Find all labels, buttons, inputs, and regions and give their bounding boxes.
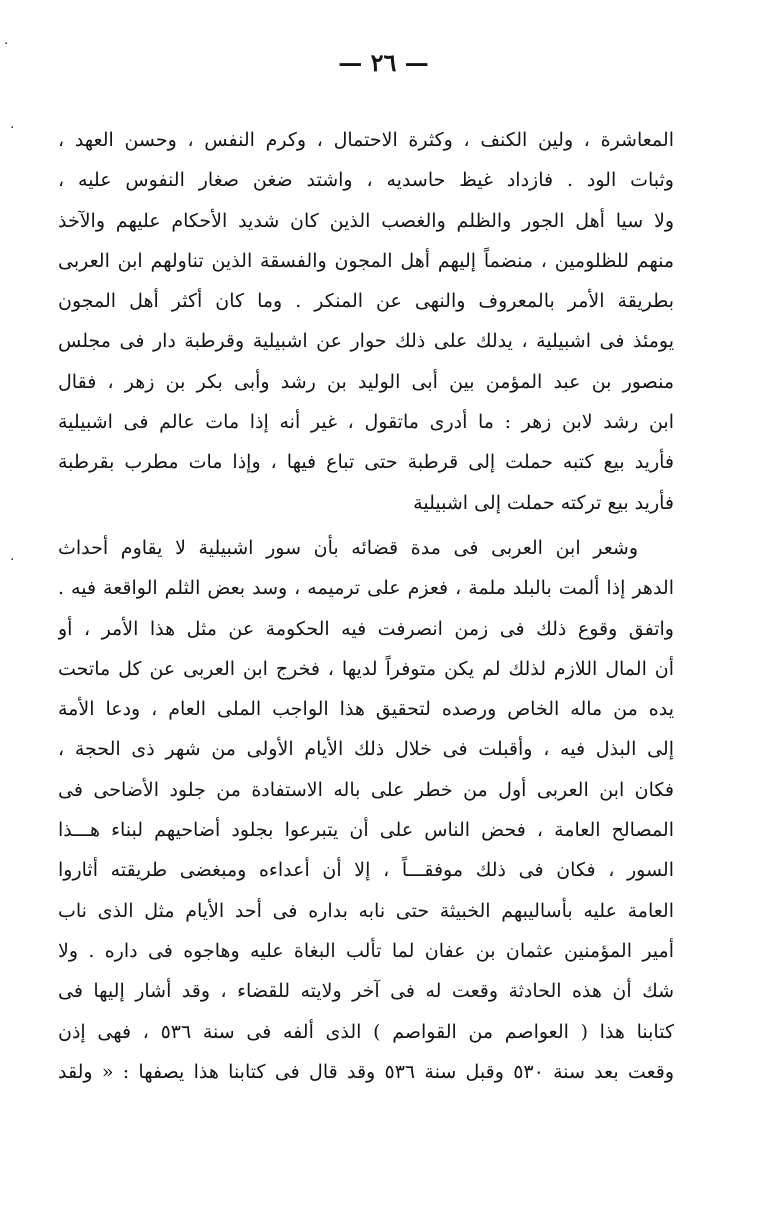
text-line: السور ، فكان فى ذلك موفقـــاً ، إلا أن أعداءه ومبغضى طريقته أثاروا <box>58 859 674 882</box>
text-line: وقعت بعد سنة ٥٣٠ وقبل سنة ٥٣٦ وقد قال فى كتابنا هذا يصفها : « ولقد <box>58 1060 674 1083</box>
text-line: إلى البذل فيه ، وأقبلت فى خلال ذلك الأيام الأولى من شهر ذى الحجة ، <box>58 738 674 761</box>
text-line: وثبات الود . فازداد غيظ حاسديه ، واشتد ضغن صغار النفوس عليه ، <box>58 169 674 192</box>
text-line: أن المال اللازم لذلك لم يكن متوفراً لديها ، فخرج ابن العربى عن كل ماتحت <box>58 657 674 680</box>
scan-edge-mark: · <box>10 120 15 136</box>
text-line: فأريد بيع كتبه حملت إلى قرطبة حتى تباع فيها ، وإذا مات مطرب بقرطبة <box>58 451 674 474</box>
text-line: المعاشرة ، ولين الكنف ، وكثرة الاحتمال ، وكرم النفس ، وحسن العهد ، <box>58 129 674 151</box>
page-number: — ٢٦ — <box>338 48 429 77</box>
text-line: ولا سيا أهل الجور والظلم والغصب الذين كان شديد الأحكام عليهم والآخذ <box>58 209 674 232</box>
text-line: يده من ماله الخاص ورصده لتحقيق هذا الواجب الملى العام ، ودعا الأمة <box>58 698 674 721</box>
text-line: وشعر ابن العربى فى مدة قضائه بأن سور اشبيلية لا يقاوم أحداث <box>58 537 638 559</box>
scan-edge-mark: · <box>4 36 9 52</box>
text-line: منصور بن عبد المؤمن بين أبى الوليد بن رشد وأبى بكر بن زهر ، فقال <box>58 370 674 393</box>
paragraph-1 <box>58 120 674 523</box>
text-line: منهم للظلومين ، منضماً إليهم أهل المجون والفسقة الذين تناولهم ابن العربى <box>58 249 674 272</box>
text-line: العامة عليه بأساليبهم الخبيثة حتى نابه بداره فى أحد الأيام مثل الذى ناب <box>58 899 674 922</box>
paragraph-2 <box>58 528 674 1092</box>
text-line: ابن رشد لابن زهر : ما أدرى ماتقول ، غير أنه إذا مات عالم فى اشبيلية <box>58 411 674 434</box>
text-line: فكان ابن العربى أول من خطر على باله الاستفادة من جلود الأضاحى فى <box>58 778 674 801</box>
text-line: كتابنا هذا ( العواصم من القواصم ) الذى ألفه فى سنة ٥٣٦ ، فهى إذن <box>58 1020 674 1043</box>
text-line: فأريد بيع تركته حملت إلى اشبيلية <box>413 491 674 514</box>
text-line: الدهر إذا ألمت بالبلد ملمة ، فعزم على ترميمه ، وسد بعض الثلم الواقعة فيه . <box>58 577 674 600</box>
text-line: المصالح العامة ، فحض الناس على أن يتبرعوا بجلود أضاحيهم لبناء هـــذا <box>58 819 674 842</box>
text-line: بطريقة الأمر بالمعروف والنهى عن المنكر . وما كان أكثر أهل المجون <box>58 290 674 313</box>
text-line: شك أن هذه الحادثة وقعت له فى آخر ولايته للقضاء ، وقد أشار إليها فى <box>58 980 674 1003</box>
text-line: يومئذ فى اشبيلية ، يدلك على ذلك حوار عن اشبيلية وقرطبة دار فى مجلس <box>58 330 674 353</box>
text-line: أمير المؤمنين عثمان بن عفان لما تألب البغاة عليه وهاجوه فى داره . ولا <box>58 939 674 962</box>
text-line: واتفق وقوع ذلك فى زمن انصرفت فيه الحكومة عن مثل هذا الأمر ، أو <box>58 617 674 640</box>
scan-edge-mark: · <box>10 552 15 568</box>
